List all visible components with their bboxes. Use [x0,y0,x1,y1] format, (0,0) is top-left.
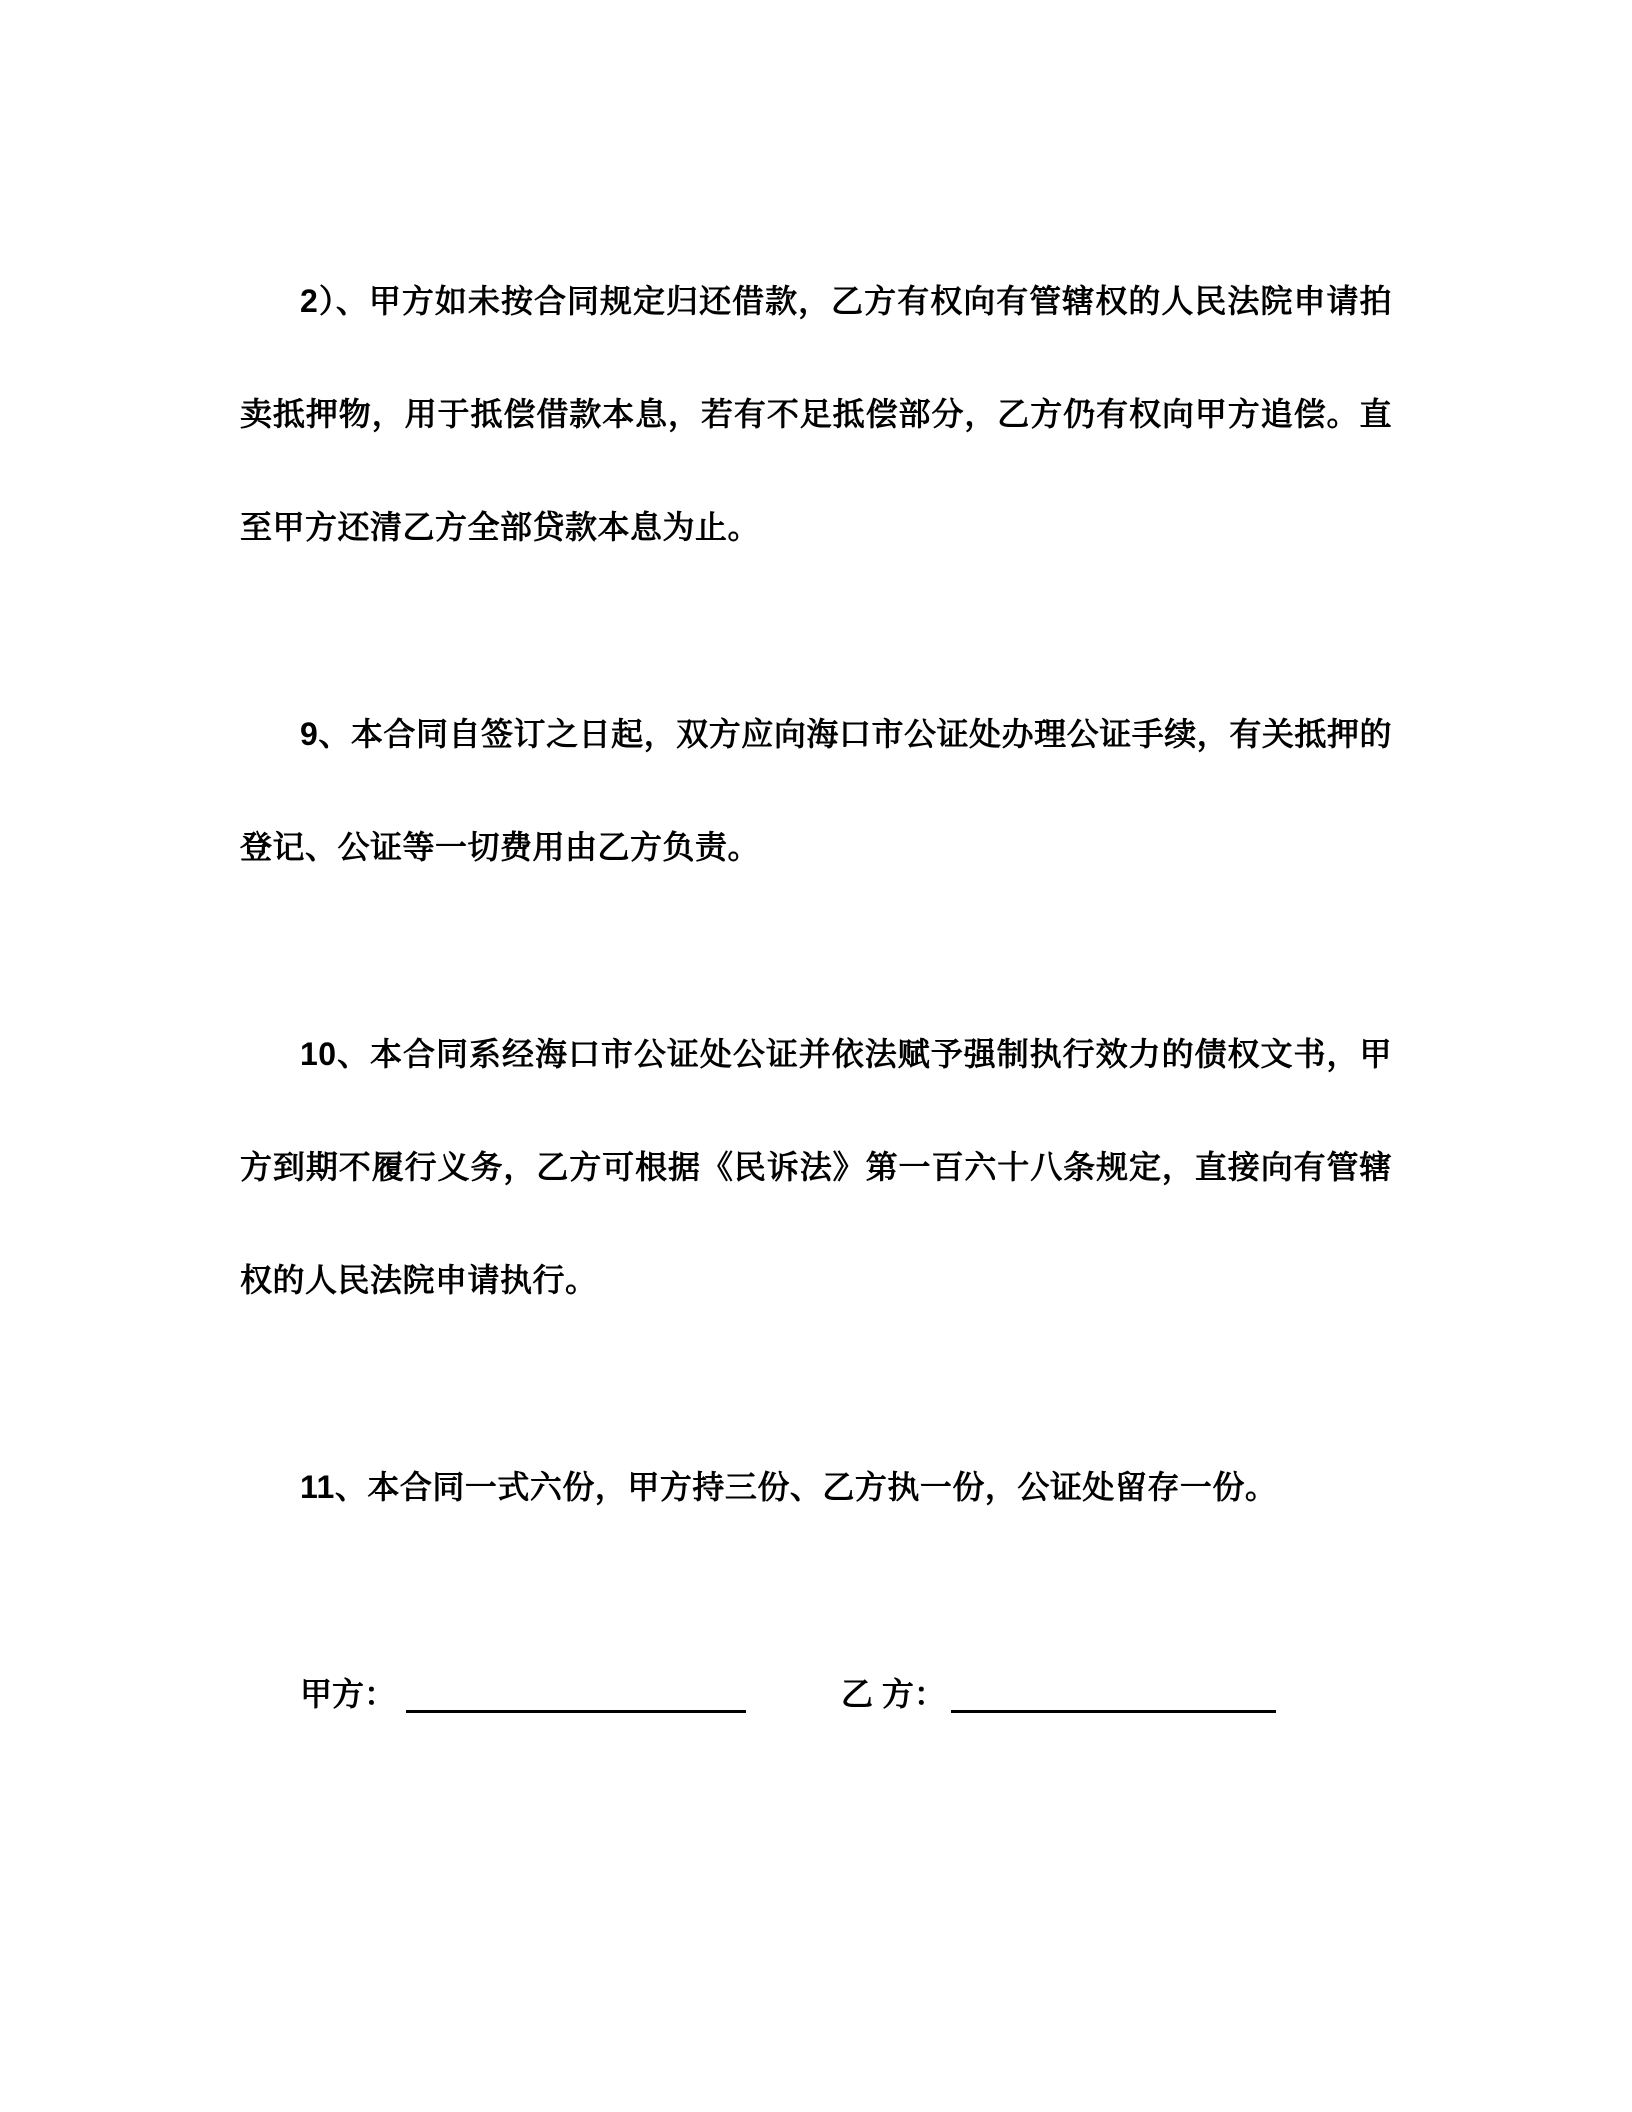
party-a-signature-line [406,1709,746,1713]
clause-paragraph-11: 11、本合同一式六份，甲方持三份、乙方执一份，公证处留存一份。 [300,1469,1278,1505]
clause-paragraph-2: 2）、甲方如未按合同规定归还借款，乙方有权向有管辖权的人民法院申请拍卖抵押物，用于抵偿借款本息，若有不足抵偿部分，乙方仍有权向甲方追偿。直至甲方还清乙方全部贷款本息为止。 [240,283,1392,545]
clause-paragraph-10: 10、本合同系经海口市公证处公证并依法赋予强制执行效力的债权文书，甲方到期不履行义务，乙方可根据《民诉法》第一百六十八条规定，直接向有管辖权的人民法院申请执行。 [240,1036,1392,1298]
contract-body [240,245,1392,1544]
party-b-signature-line [951,1709,1276,1713]
party-b-label: 乙 方： [841,1676,946,1712]
signature-section [240,1638,1392,1751]
party-a-label: 甲方： [300,1676,397,1712]
clause-paragraph-9: 9、本合同自签订之日起，双方应向海口市公证处办理公证手续，有关抵押的登记、公证等一切费用由乙方负责。 [240,716,1392,865]
